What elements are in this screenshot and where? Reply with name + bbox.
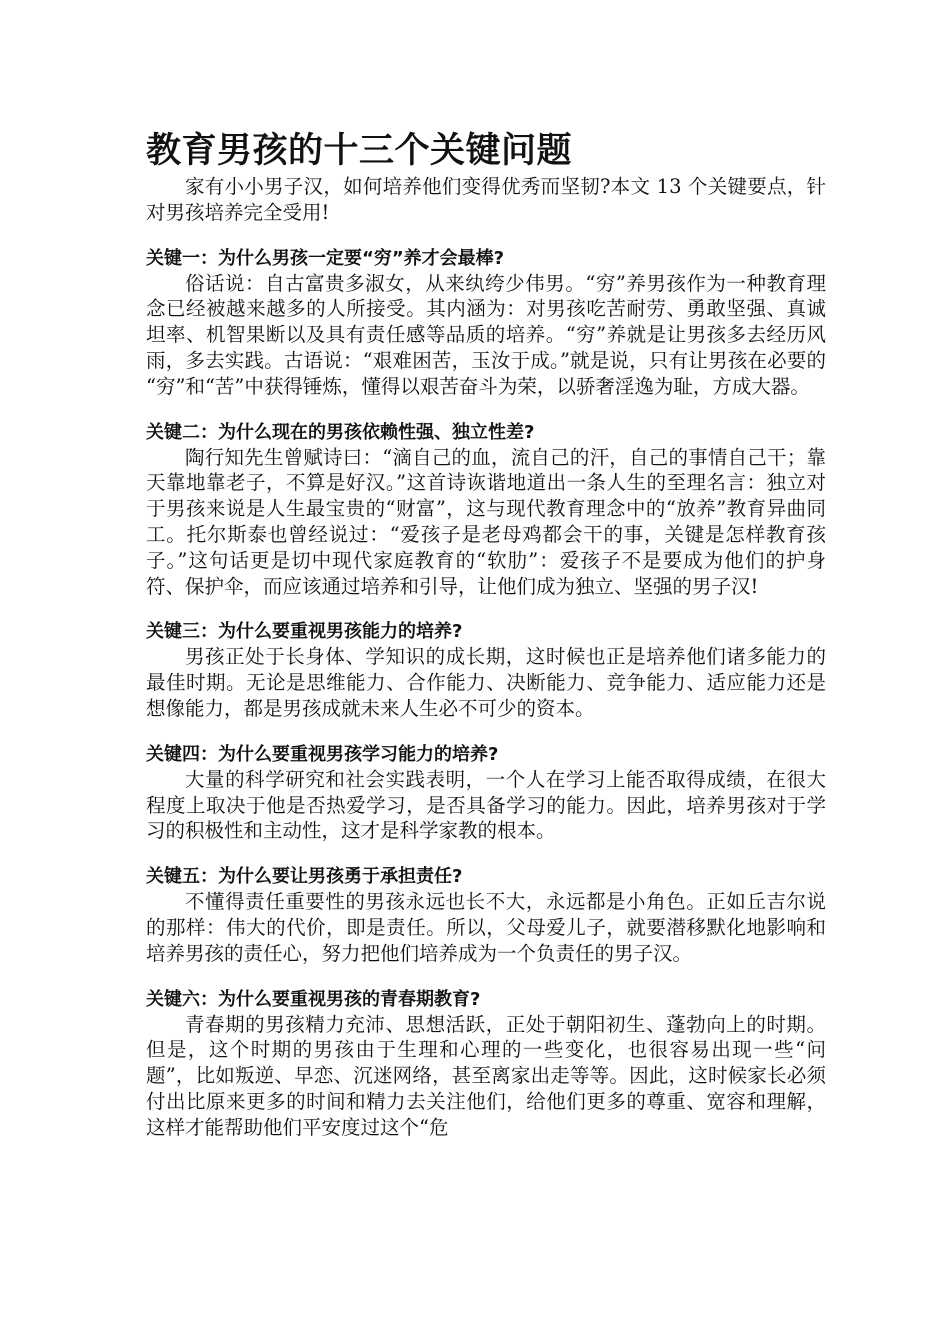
section-key-5: [146, 864, 826, 966]
section-key-1: [146, 246, 826, 400]
section-body: 不懂得责任重要性的男孩永远也长不大，永远都是小角色。正如丘吉尔说的那样：伟大的代价，即是责任。所以，父母爱儿子，就要潜移默化地影响和培养男孩的责任心，努力把他们培养成为一个负责任的男子汉。: [146, 890, 826, 965]
document-page: [146, 128, 826, 1141]
section-body: 俗话说：自古富贵多淑女，从来纨绔少伟男。“穷”养男孩作为一种教育理念已经被越来越多的人所接受。其内涵为：对男孩吃苦耐劳、勇敢坚强、真诚 坦率、机智果断以及具有责任感等品质的培养。“穷”养就是让男孩多去经历风雨，多去实践。古语说：“艰难困苦，玉汝于成。”就是说，只有让男孩在必要的 “穷”和“苦”中获得锤炼，懂得以艰苦奋斗为荣，以骄奢淫逸为耻，方成大器。: [146, 271, 826, 398]
section-key-2: [146, 420, 826, 600]
section-heading: 关键二：为什么现在的男孩依赖性强、独立性差?: [146, 421, 535, 443]
section-heading: 关键三：为什么要重视男孩能力的培养?: [146, 621, 463, 643]
section-key-4: [146, 742, 826, 844]
section-body: 大量的科学研究和社会实践表明，一个人在学习上能否取得成绩，在很大程度上取决于他是否热爱学习，是否具备学习的能力。因此，培养男孩对于学习的积极性和主动性，这才是科学家教的根本。: [146, 767, 826, 843]
section-body: 男孩正处于长身体、学知识的成长期，这时候也正是培养他们诸多能力的最佳时期。无论是思维能力、合作能力、决断能力、竞争能力、适应能力还是想像能力，都是男孩成就未来人生必不可少的资本。: [146, 645, 826, 720]
section-heading: 关键一：为什么男孩一定要“穷”养才会最棒?: [146, 247, 505, 269]
section-key-6: [146, 987, 826, 1141]
section-heading: 关键六：为什么要重视男孩的青春期教育?: [146, 988, 481, 1010]
section-body: 青春期的男孩精力充沛、思想活跃，正处于朝阳初生、蓬勃向上的时期。但是，这个时期的男孩由于生理和心理的一些变化，也很容易出现一些“问题”，比如叛逆、早恋、沉迷网络，甚至离家出走等等。因此，这时候家长必须付出比原来更多的时间和精力去关注他们，给他们更多的尊重、宽容和理解，这样才能帮助他们平安度过这个“危: [146, 1012, 826, 1139]
section-heading: 关键五：为什么要让男孩勇于承担责任?: [146, 866, 463, 888]
section-heading: 关键四：为什么要重视男孩学习能力的培养?: [146, 743, 499, 765]
page-title: 教育男孩的十三个关键问题: [146, 131, 573, 171]
section-body: 陶行知先生曾赋诗曰：“滴自己的血，流自己的汗，自己的事情自己干；靠天靠地靠老子，不算是好汉。”这首诗诙谐地道出一条人生的至理名言：独立对于男孩来说是人生最宝贵的“财富”，这与现代教育理念中的“放养”教育异曲同工。托尔斯泰也曾经说过：“爱孩子是老母鸡都会干的事，关键是怎样教育孩子。”这句话更是切中现代家庭教育的“软肋”：爱孩子不是要成为他们的护身符、保护伞，而应该通过培养和引导，让他们成为独立、坚强的男子汉!: [146, 445, 826, 598]
intro-paragraph: 家有小小男子汉，如何培养他们变得优秀而坚韧?本文 13 个关键要点，针对男孩培养完全受用!: [146, 175, 826, 224]
section-key-3: [146, 619, 826, 721]
